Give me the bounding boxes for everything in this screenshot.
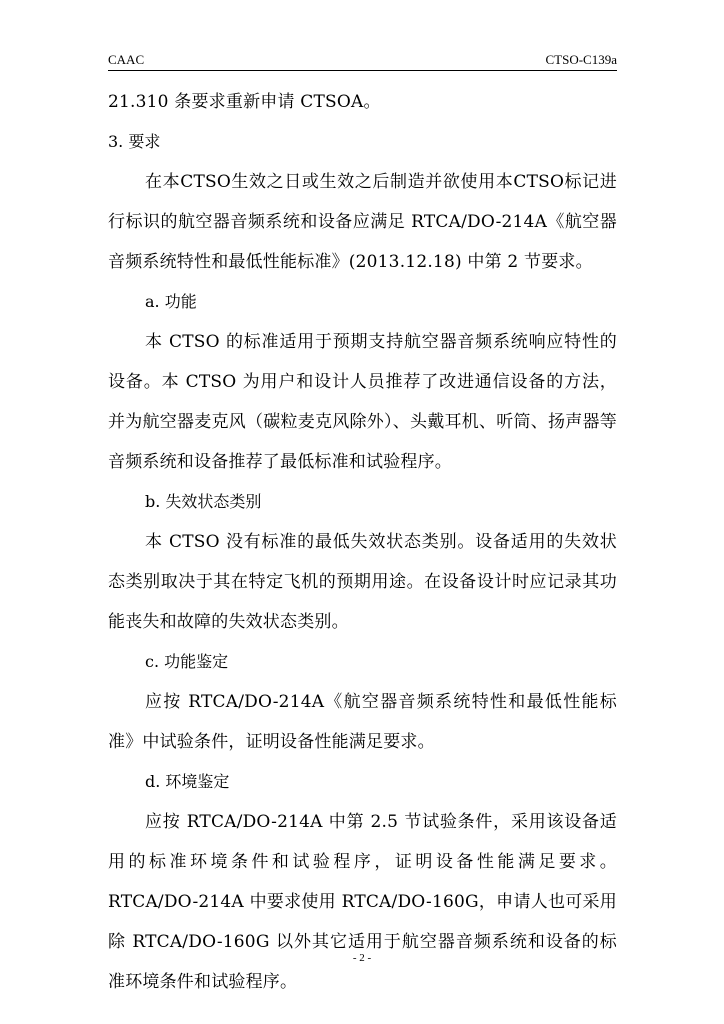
subheading-failure-condition: b. 失效状态类别 — [145, 492, 262, 511]
subheading-functional-qualification: c. 功能鉴定 — [145, 652, 229, 671]
section-heading-requirements: 3. 要求 — [108, 132, 161, 151]
subheading-function: a. 功能 — [145, 292, 197, 311]
subheading-environmental-qualification: d. 环境鉴定 — [145, 772, 230, 791]
continuation-text: 21.310 条要求重新申请 CTSOA。 — [108, 92, 381, 112]
failure-condition-text: 本 CTSO 没有标准的最低失效状态类别。设备适用的失效状态类别取决于其在特定飞机的预期用途。在设备设计时应记录其功能丧失和故障的失效状态类别。 — [108, 532, 617, 632]
environmental-qualification-text: 应按 RTCA/DO-214A 中第 2.5 节试验条件，采用该设备适用的标准环境条件和试验程序，证明设备性能满足要求。RTCA/DO-214A 中要求使用 RTCA/DO-160G，申请人也可采用除 RTCA/DO-160G 以外其它适用于航空器音频系统和设备的标准环境条件和试验程序。 — [108, 812, 617, 992]
requirements-intro: 在本CTSO生效之日或生效之后制造并欲使用本CTSO标记进行标识的航空器音频系统和设备应满足 RTCA/DO-214A《航空器音频系统特性和最低性能标准》(2013.12.18) 中第 2 节要求。 — [108, 172, 617, 272]
header-doc-id: CTSO-C139a — [545, 52, 617, 67]
page-number: - 2 - — [352, 952, 372, 964]
page-body — [108, 82, 617, 1002]
function-text: 本 CTSO 的标准适用于预期支持航空器音频系统响应特性的设备。本 CTSO 为用户和设计人员推荐了改进通信设备的方法，并为航空器麦克风（碳粒麦克风除外）、头戴耳机、听筒、扬声器等音频系统和设备推荐了最低标准和试验程序。 — [108, 332, 617, 472]
header-org: CAAC — [108, 52, 145, 67]
functional-qualification-text: 应按 RTCA/DO-214A《航空器音频系统特性和最低性能标准》中试验条件，证明设备性能满足要求。 — [108, 692, 617, 752]
page-header — [108, 50, 617, 71]
